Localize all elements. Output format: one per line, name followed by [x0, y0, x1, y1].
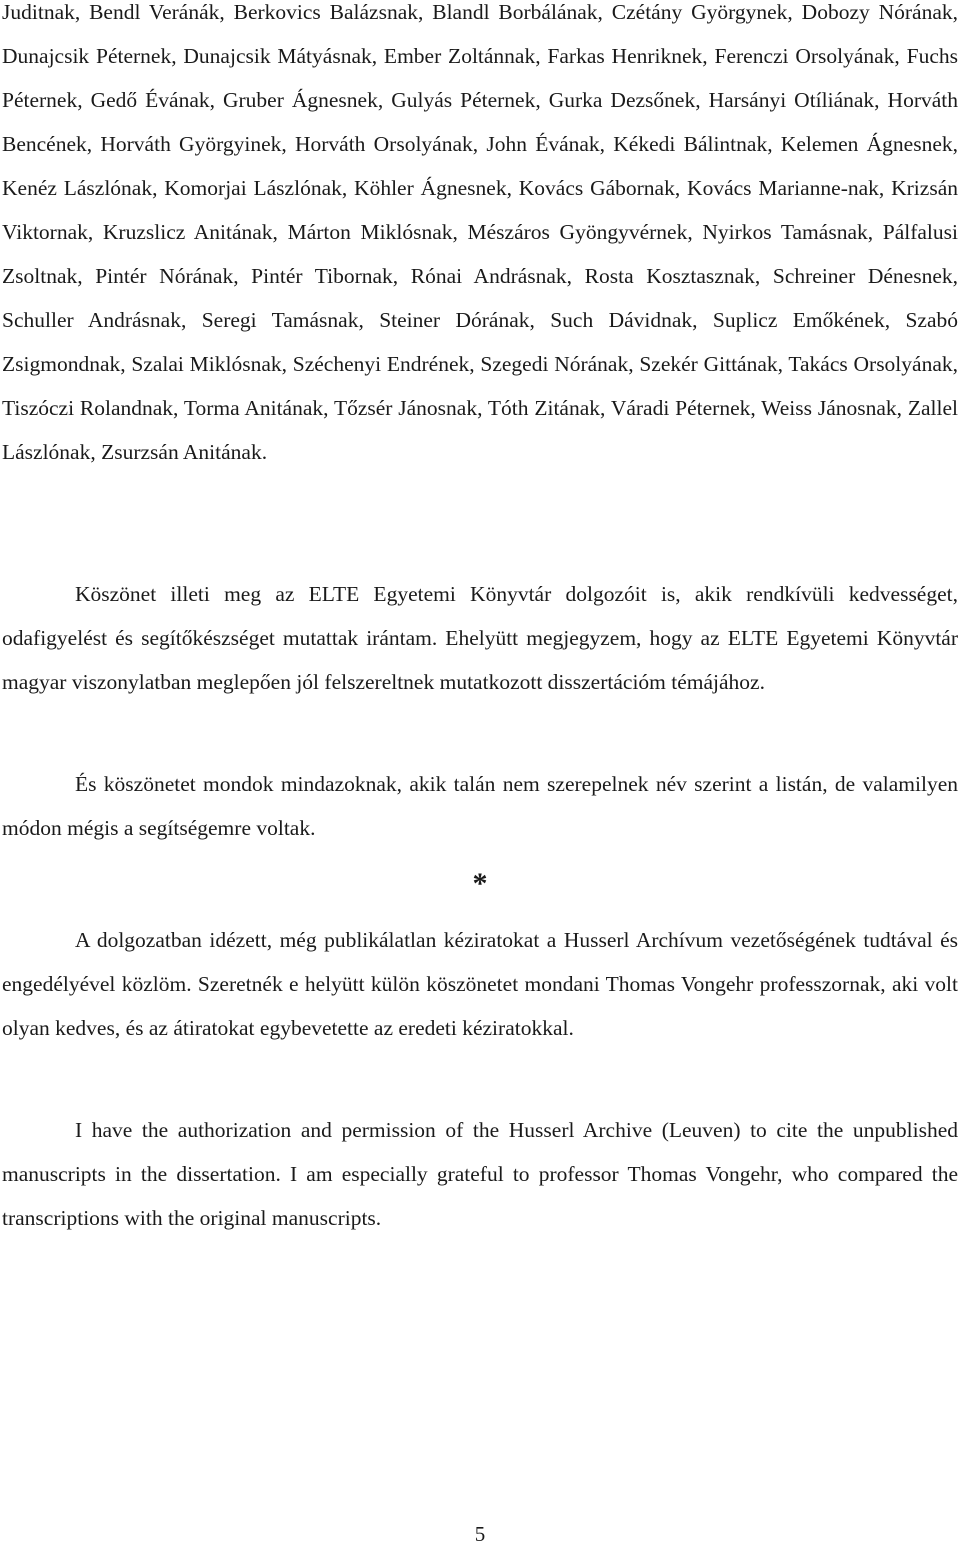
husserl-archive-hungarian-paragraph: A dolgozatban idézett, még publikálatlan kéziratokat a Husserl Archívum vezetőségének tudtával és engedélyével közlöm. Szeretnék e helyütt külön köszönetet mondani Thomas Vongehr professzornak, aki volt olyan kedves, és az átiratokat egybevetette az eredeti kéziratokkal. — [2, 928, 958, 1040]
elte-library-paragraph: Köszönet illeti meg az ELTE Egyetemi Könyvtár dolgozóit is, akik rendkívüli kedvességet, odafigyelést és segítőkészséget mutattak irántam. Ehelyütt megjegyzem, hogy az ELTE Egyetemi Könyvtár magyar viszonylatban meglepően jól felszereltnek mutatkozott disszertációm témájához. — [2, 582, 958, 694]
general-thanks-paragraph: És köszönetet mondok mindazoknak, akik talán nem szerepelnek név szerint a listán, de valamilyen módon mégis a segítségemre voltak. — [2, 772, 958, 840]
page-number: 5 — [474, 1522, 486, 1546]
husserl-archive-english-paragraph: I have the authorization and permission of the Husserl Archive (Leuven) to cite the unpublished manuscripts in the dissertation. I am especially grateful to professor Thomas Vongehr, who compared the transcriptions with the original manuscripts. — [2, 1118, 958, 1230]
acknowledgement-names-paragraph: Juditnak, Bendl Veránák, Berkovics Balázsnak, Blandl Borbálának, Czétány Györgynek, Dobozy Nórának, Dunajcsik Péternek, Dunajcsik Mátyásnak, Ember Zoltánnak, Farkas Henriknek, Ferenczi Orsolyának, Fuchs Péternek, Gedő Évának, Gruber Ágnesnek, Gulyás Péternek, Gurka Dezsőnek, Harsányi Otíliának, Horváth Bencének, Horváth Györgyinek, Horváth Orsolyának, John Évának, Kékedi Bálintnak, Kelemen Ágnesnek, Kenéz Lászlónak, Komorjai Lászlónak, Köhler Ágnesnek, Kovács Gábornak, Kovács Marianne-nak, Krizsán Viktornak, Kruzslicz Anitának, Márton Miklósnak, Mészáros Gyöngyvérnek, Nyirkos Tamásnak, Pálfalusi Zsoltnak, Pintér Nórának, Pintér Tibornak, Rónai Andrásnak, Rosta Kosztasznak, Schreiner Dénesnek, Schuller Andrásnak, Seregi Tamásnak, Steiner Dórának, Such Dávidnak, Suplicz Emőkének, Szabó Zsigmondnak, Szalai Miklósnak, Széchenyi Endrének, Szegedi Nórának, Szekér Gittának, Takács Orsolyának, Tiszóczi Rolandnak, Torma Anitának, Tőzsér Jánosnak, Tóth Zitának, Váradi Péternek, Weiss Jánosnak, Zallel Lászlónak, Zsurzsán Anitának. — [2, 0, 958, 464]
section-separator: * — [472, 867, 488, 900]
